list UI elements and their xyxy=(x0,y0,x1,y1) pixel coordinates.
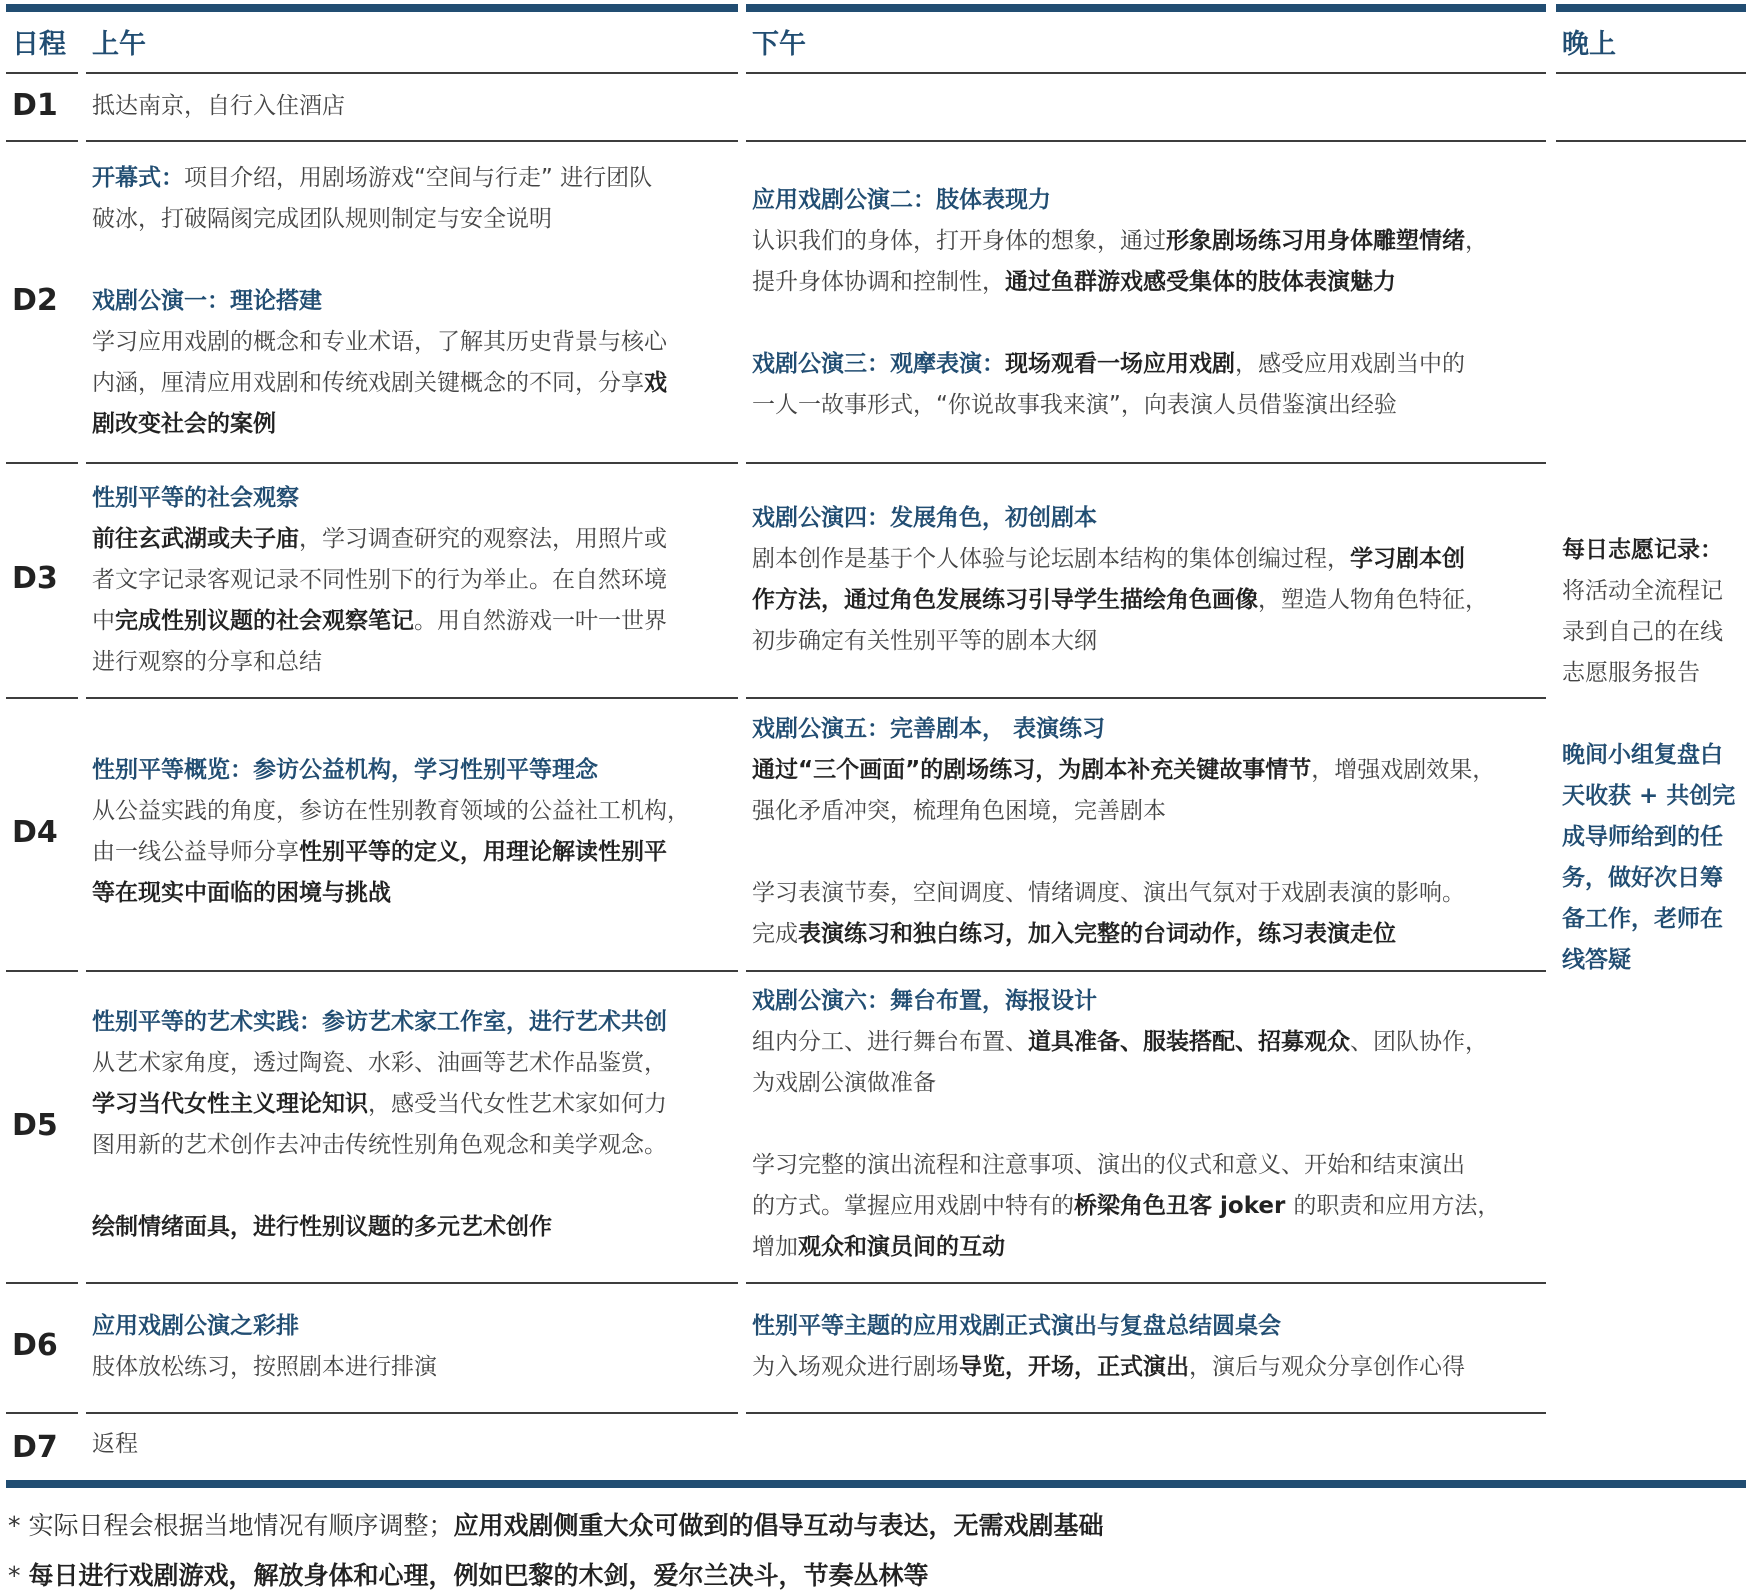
activity-title: 性别平等的艺术实践：参访艺术家工作室，进行艺术共创 xyxy=(92,1009,667,1035)
highlight-text: 道具准备、服装搭配、招募观众 xyxy=(1028,1029,1350,1055)
activity-title: 戏剧公演三：观摩表演： xyxy=(752,351,1005,377)
body-text: * xyxy=(8,1561,29,1590)
text-line xyxy=(752,1306,1465,1347)
text-line xyxy=(92,832,690,873)
body-text: 认识我们的身体，打开身体的想象，通过 xyxy=(752,228,1166,254)
highlight-text: 等在现实中面临的困境与挑战 xyxy=(92,880,391,906)
text-line xyxy=(752,873,1495,914)
text-line xyxy=(752,1186,1500,1227)
body-text: 完成 xyxy=(752,921,798,947)
text-line xyxy=(92,560,667,601)
text-line xyxy=(92,199,667,240)
highlight-text: 通过“三个画面”的剧场练习，为剧本补充关键故事情节 xyxy=(752,757,1312,783)
text-line xyxy=(92,1424,138,1465)
body-text: 学习表演节奏，空间调度、情绪调度、演出气氛对于戏剧表演的影响。 xyxy=(752,880,1465,906)
text-line xyxy=(1562,899,1735,940)
body-text: ，演后与观众分享创作心得 xyxy=(1189,1354,1465,1380)
day-label-d5: D5 xyxy=(12,1108,58,1143)
paragraph-gap xyxy=(92,1166,667,1207)
body-text: ，增强戏剧效果， xyxy=(1311,757,1496,783)
text-line xyxy=(92,1207,667,1248)
text-line xyxy=(1562,530,1735,571)
highlight-text: 绘制情绪面具，进行性别议题的多元艺术创作 xyxy=(92,1214,552,1240)
body-text: 组内分工、进行舞台布置、 xyxy=(752,1029,1028,1055)
text-line xyxy=(752,385,1488,426)
text-line xyxy=(92,1002,667,1043)
body-text: 将活动全流程记 xyxy=(1562,578,1723,604)
highlight-text: 学习当代女性主义理论知识 xyxy=(92,1091,368,1117)
paragraph-gap xyxy=(752,303,1488,344)
body-text: 为入场观众进行剧场 xyxy=(752,1354,959,1380)
highlight-text: 完成性别议题的社会观察笔记 xyxy=(115,608,414,634)
text-line xyxy=(92,404,667,445)
paragraph-gap xyxy=(1562,694,1735,735)
highlight-text: 形象剧场练习用身体雕塑情绪 xyxy=(1166,228,1465,254)
text-line xyxy=(92,322,667,363)
activity-title: 备工作，老师在 xyxy=(1562,906,1723,932)
body-text: 由一线公益导师分享 xyxy=(92,839,299,865)
text-line xyxy=(752,914,1495,955)
text-line xyxy=(92,363,667,404)
body-text: 志愿服务报告 xyxy=(1562,660,1700,686)
cell-d4-pm xyxy=(752,709,1495,955)
body-text: 学习完整的演出流程和注意事项、演出的仪式和意义、开始和结束演出 xyxy=(752,1152,1465,1178)
body-text: ，学习调查研究的观察法，用照片或 xyxy=(299,526,667,552)
body-text: 进行观察的分享和总结 xyxy=(92,649,322,675)
cell-d6-pm xyxy=(752,1306,1465,1388)
body-text: 图用新的艺术创作去冲击传统性别角色观念和美学观念。 xyxy=(92,1132,667,1158)
text-line xyxy=(1562,653,1735,694)
highlight-text: 每日进行戏剧游戏，解放身体和心理，例如巴黎的木剑，爱尔兰决斗，节奏丛林等 xyxy=(28,1561,929,1590)
activity-title: 戏剧公演四：发展角色，初创剧本 xyxy=(752,505,1097,531)
activity-title: 性别平等主题的应用戏剧正式演出与复盘总结圆桌会 xyxy=(752,1313,1281,1339)
bottom-bar xyxy=(6,1480,1746,1488)
footnote-1 xyxy=(8,1506,1103,1542)
text-line xyxy=(752,981,1500,1022)
day-label-d1: D1 xyxy=(12,88,58,123)
body-text: ， xyxy=(1465,228,1488,254)
cell-d3-am xyxy=(92,478,667,683)
text-line xyxy=(752,621,1488,662)
body-text: 强化矛盾冲突，梳理角色困境，完善剧本 xyxy=(752,798,1166,824)
text-line xyxy=(752,1145,1500,1186)
text-line xyxy=(92,1084,667,1125)
text-line xyxy=(1562,735,1735,776)
cell-d2-pm xyxy=(752,180,1488,426)
day-label-d2: D2 xyxy=(12,283,58,318)
text-line xyxy=(92,1043,667,1084)
text-line xyxy=(92,1347,437,1388)
header-day: 日程 xyxy=(12,29,66,60)
highlight-text: 戏 xyxy=(644,370,667,396)
cell-d5-am xyxy=(92,1002,667,1248)
activity-title: 线答疑 xyxy=(1562,947,1631,973)
body-text: 内涵，厘清应用戏剧和传统戏剧关键概念的不同，分享 xyxy=(92,370,644,396)
cell-d5-pm xyxy=(752,981,1500,1268)
header-eve: 晚上 xyxy=(1562,29,1616,60)
activity-title: 性别平等概览：参访公益机构，学习性别平等理念 xyxy=(92,757,598,783)
activity-title: 应用戏剧公演之彩排 xyxy=(92,1313,299,1339)
body-text: 一人一故事形式，“你说故事我来演”，向表演人员借鉴演出经验 xyxy=(752,392,1397,418)
text-line xyxy=(92,750,690,791)
text-line xyxy=(1562,776,1735,817)
cell-d6-am xyxy=(92,1306,437,1388)
text-line xyxy=(92,873,690,914)
text-line xyxy=(752,1227,1500,1268)
text-line xyxy=(752,580,1488,621)
text-line xyxy=(92,601,667,642)
activity-title: 戏剧公演五：完善剧本， 表演练习 xyxy=(752,716,1106,742)
header-bar-pm xyxy=(746,4,1546,12)
activity-title: 晚间小组复盘白 xyxy=(1562,742,1723,768)
body-text: 破冰，打破隔阂完成团队规则制定与安全说明 xyxy=(92,206,552,232)
highlight-text: 作方法，通过角色发展练习引导学生描绘角色画像 xyxy=(752,587,1258,613)
body-text: 项目介绍，用剧场游戏“空间与行走” 进行团队 xyxy=(184,165,653,191)
paragraph-gap xyxy=(752,1104,1500,1145)
cell-d3-pm xyxy=(752,498,1488,662)
text-line xyxy=(752,180,1488,221)
header-am: 上午 xyxy=(92,29,146,60)
text-line xyxy=(92,478,667,519)
text-line xyxy=(752,344,1488,385)
cell-evening xyxy=(1562,530,1735,981)
text-line xyxy=(1562,612,1735,653)
activity-title: 务，做好次日筹 xyxy=(1562,865,1723,891)
text-line xyxy=(752,1063,1500,1104)
activity-title: 天收获 + 共创完 xyxy=(1562,783,1736,809)
text-line xyxy=(1562,817,1735,858)
day-label-d7: D7 xyxy=(12,1430,58,1465)
text-line xyxy=(92,519,667,560)
highlight-text: 前往玄武湖或夫子庙 xyxy=(92,526,299,552)
body-text: 初步确定有关性别平等的剧本大纲 xyxy=(752,628,1097,654)
activity-title: 应用戏剧公演二：肢体表现力 xyxy=(752,187,1051,213)
cell-d7-am xyxy=(92,1424,138,1465)
body-text: ，感受当代女性艺术家如何力 xyxy=(368,1091,667,1117)
body-text: * 实际日程会根据当地情况有顺序调整； xyxy=(8,1511,454,1540)
highlight-text: 现场观看一场应用戏剧 xyxy=(1005,351,1235,377)
paragraph-gap xyxy=(752,832,1495,873)
body-text: ，感受应用戏剧当中的 xyxy=(1235,351,1465,377)
body-text: 。用自然游戏一叶一世界 xyxy=(414,608,667,634)
activity-title: 成导师给到的任 xyxy=(1562,824,1723,850)
body-text: 剧本创作是基于个人体验与论坛剧本结构的集体创编过程， xyxy=(752,546,1350,572)
body-text: 中 xyxy=(92,608,115,634)
body-text: 者文字记录客观记录不同性别下的行为举止。在自然环境 xyxy=(92,567,667,593)
highlight-text: 性别平等的定义，用理论解读性别平 xyxy=(299,839,667,865)
paragraph-gap xyxy=(92,240,667,281)
text-line xyxy=(92,791,690,832)
body-text: 学习应用戏剧的概念和专业术语，了解其历史背景与核心 xyxy=(92,329,667,355)
header-pm: 下午 xyxy=(752,29,806,60)
text-line xyxy=(92,1125,667,1166)
highlight-text: 导览，开场，正式演出 xyxy=(959,1354,1189,1380)
activity-title: 戏剧公演六：舞台布置，海报设计 xyxy=(752,988,1097,1014)
text-line xyxy=(92,158,667,199)
highlight-text: 学习剧本创 xyxy=(1350,546,1465,572)
cell-d1-am xyxy=(92,86,345,127)
text-line xyxy=(92,1306,437,1347)
cell-d2-am xyxy=(92,158,667,445)
body-text: ，塑造人物角色特征， xyxy=(1258,587,1488,613)
day-label-d3: D3 xyxy=(12,561,58,596)
body-text: 提升身体协调和控制性， xyxy=(752,269,1005,295)
body-text: 的方式。掌握应用戏剧中特有的 xyxy=(752,1193,1074,1219)
text-line xyxy=(752,539,1488,580)
text-line xyxy=(752,791,1495,832)
text-line xyxy=(752,498,1488,539)
activity-title: 开幕式： xyxy=(92,165,184,191)
text-line xyxy=(1562,571,1735,612)
body-text: 从公益实践的角度，参访在性别教育领域的公益社工机构， xyxy=(92,798,690,824)
body-text: 肢体放松练习，按照剧本进行排演 xyxy=(92,1354,437,1380)
body-text: 抵达南京，自行入住酒店 xyxy=(92,93,345,119)
header-bar-day-am xyxy=(6,4,738,12)
activity-title: 性别平等的社会观察 xyxy=(92,485,299,511)
text-line xyxy=(752,750,1495,791)
highlight-text: 通过鱼群游戏感受集体的肢体表演魅力 xyxy=(1005,269,1396,295)
text-line xyxy=(752,221,1488,262)
text-line xyxy=(92,281,667,322)
body-text: 返程 xyxy=(92,1431,138,1457)
cell-d4-am xyxy=(92,750,690,914)
footnote-2 xyxy=(8,1556,928,1592)
day-label-d6: D6 xyxy=(12,1328,58,1363)
body-text: 增加 xyxy=(752,1234,798,1260)
body-text: 录到自己的在线 xyxy=(1562,619,1723,645)
activity-title: 戏剧公演一：理论搭建 xyxy=(92,288,322,314)
text-line xyxy=(752,262,1488,303)
day-label-d4: D4 xyxy=(12,815,58,850)
highlight-text: 观众和演员间的互动 xyxy=(798,1234,1005,1260)
highlight-text: 剧改变社会的案例 xyxy=(92,411,276,437)
body-text: 为戏剧公演做准备 xyxy=(752,1070,936,1096)
text-line xyxy=(1562,858,1735,899)
body-text: 的职责和应用方法， xyxy=(1293,1193,1501,1219)
highlight-text: 应用戏剧侧重大众可做到的倡导互动与表达，无需戏剧基础 xyxy=(453,1511,1104,1540)
text-line xyxy=(92,642,667,683)
body-text: 从艺术家角度，透过陶瓷、水彩、油画等艺术作品鉴赏， xyxy=(92,1050,667,1076)
text-line xyxy=(92,86,345,127)
header-bar-eve xyxy=(1556,4,1746,12)
text-line xyxy=(752,1347,1465,1388)
highlight-text: 每日志愿记录： xyxy=(1562,537,1723,563)
text-line xyxy=(1562,940,1735,981)
highlight-text: 桥梁角色丑客 joker xyxy=(1074,1193,1294,1219)
text-line xyxy=(752,1022,1500,1063)
highlight-text: 表演练习和独白练习，加入完整的台词动作，练习表演走位 xyxy=(798,921,1396,947)
body-text: 、团队协作， xyxy=(1350,1029,1488,1055)
text-line xyxy=(752,709,1495,750)
